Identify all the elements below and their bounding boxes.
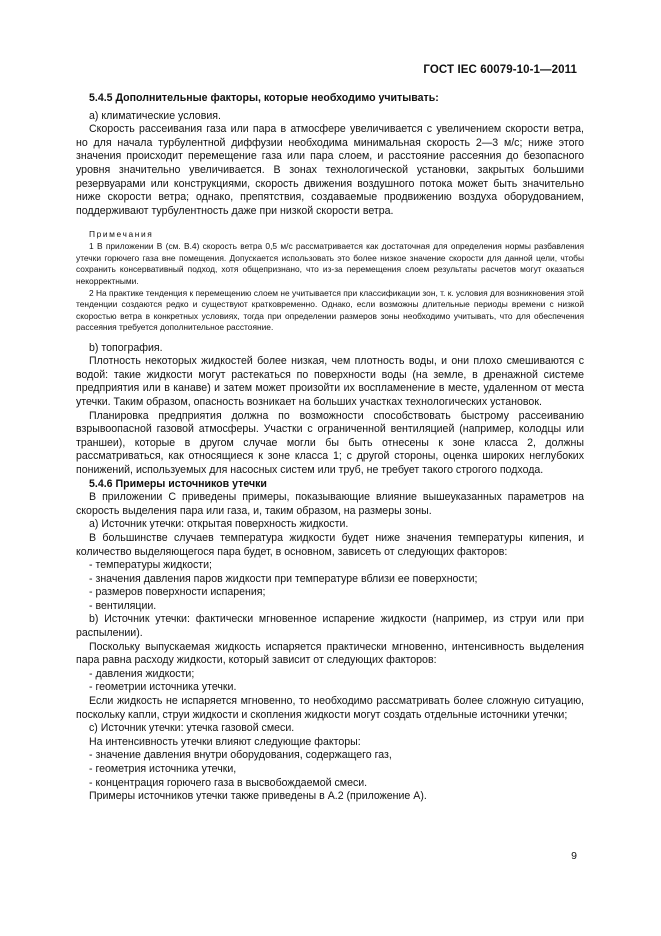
- item-a-open-surface: а) Источник утечки: открытая поверхность жидкости.: [89, 518, 349, 531]
- list-item: - значения давления паров жидкости при температуре вблизи ее поверхности;: [89, 572, 478, 585]
- page-content: [76, 92, 584, 804]
- paragraph-vapour-factors: В большинстве случаев температура жидкости будет ниже значения температуры кипения, и количество выделяющегося пара будет, в основном, зависеть от следующих факторов:: [76, 531, 584, 558]
- item-b-flash-evaporation: b) Источник утечки: фактически мгновенное испарение жидкости (например, из струи или при распылении).: [76, 613, 584, 640]
- item-a-climate: а) климатические условия.: [89, 109, 221, 122]
- list-item: - концентрация горючего газа в высвобождаемой смеси.: [89, 776, 368, 789]
- list-item: - значение давления внутри оборудования, содержащего газ,: [89, 749, 392, 762]
- paragraph-release-rate: Поскольку выпускаемая жидкость испаряется практически мгновенно, интенсивность выделения пара равна расходу жидкости, который зависит от следующих факторов:: [76, 640, 584, 667]
- item-c-gas-mixture: c) Источник утечки: утечка газовой смеси.: [89, 722, 295, 735]
- list-item: - давления жидкости;: [89, 667, 195, 680]
- item-b-topography: b) топография.: [89, 341, 163, 354]
- list-item: - размеров поверхности испарения;: [89, 586, 266, 599]
- section-5-4-5-heading: 5.4.5 Дополнительные факторы, которые необходимо учитывать:: [89, 92, 439, 104]
- paragraph-rate-factors: На интенсивность утечки влияют следующие факторы:: [89, 735, 361, 748]
- list-item: - температуры жидкости;: [89, 559, 212, 572]
- list-item: - вентиляции.: [89, 599, 157, 612]
- paragraph-annex-a-reference: Примеры источников утечки также приведены в А.2 (приложение А).: [89, 790, 427, 803]
- paragraph-wind-speed: Скорость рассеивания газа или пара в атмосфере увеличивается с увеличением скорости ветра, но для начала турбулентной диффузии необходима минимальная скорость 2—3 м/с; ниже этого значения происходит перемещение газа или пара слоем, и расстояние рассеяния до безопасного уровня значительно увеличивается. В зонах технологической установки, закрытых большими резервуарами или конструкциями, скорость движения воздушного потока может быть значительно ниже скорости ветра; однако, препятствия, создаваемые продвижению воздуха оборудованием, поддерживают турбулентность даже при низкой скорости ветра.: [76, 123, 584, 217]
- paragraph-plant-layout: Планировка предприятия должна по возможности способствовать быстрому рассеиванию взрывоопасной газовой атмосферы. Участки с ограниченной вентиляцией (например, колодцы или траншеи), которые в другом случае могли бы быть отнесены к зоне класса 2, должны рассматриваться, как относящиеся к зоне класса 1; с другой стороны, оценка широких неглубоких понижений, используемых для насосных систем или труб, не требует такого строгого подхода.: [76, 409, 584, 476]
- list-item: - геометрии источника утечки.: [89, 681, 237, 694]
- note-2: 2 На практике тенденция к перемещению слоем не учитывается при классификации зон, т. к. условия для возникновения этой тенденции создаются редко и существуют кратковременно. Однако, если возможны длительные периоды времени с низкой скоростью ветра в конкретных условиях, тогда при определении размеров зоны необходимо учитывать, что для обеспечения рассеяния требуется дополнительное расстояние.: [76, 287, 584, 333]
- list-item: - геометрия источника утечки,: [89, 763, 237, 775]
- notes-heading: Примечания: [89, 229, 154, 240]
- paragraph-liquid-density: Плотность некоторых жидкостей более низкая, чем плотность воды, и они плохо смешиваются с водой: такие жидкости могут растекаться по поверхности воды (на земле, в дренажной системе предприятия или в канаве) и затем может произойти их воспламенение в месте, удаленном от места утечки. Таким образом, опасность возникает на больших участках технологических установок.: [76, 355, 584, 408]
- document-code: ГОСТ IEC 60079-10-1—2011: [423, 64, 577, 76]
- paragraph-not-instant: Если жидкость не испаряется мгновенно, то необходимо рассматривать более сложную ситуацию, поскольку капли, струи жидкости и скопления жидкости могут создать отдельные источники утечки;: [76, 695, 584, 721]
- page-number: 9: [571, 850, 577, 862]
- section-5-4-6-heading: 5.4.6 Примеры источников утечки: [89, 477, 267, 490]
- note-1: 1 В приложении В (см. В.4) скорость ветра 0,5 м/с рассматривается как достаточная для определения нормы разбавления утечки горючего газа вне помещения. Допускается использовать это более низкое значение скорости для данной цели, чтобы сохранить консервативный подход, хотя общепризнано, что из-за перемещения слоем результаты расчетов могут оказаться некорректными.: [76, 241, 584, 286]
- paragraph-annex-c: В приложении С приведены примеры, показывающие влияние вышеуказанных параметров на скорость выделения пара или газа, и, таким образом, на размеры зоны.: [76, 491, 584, 517]
